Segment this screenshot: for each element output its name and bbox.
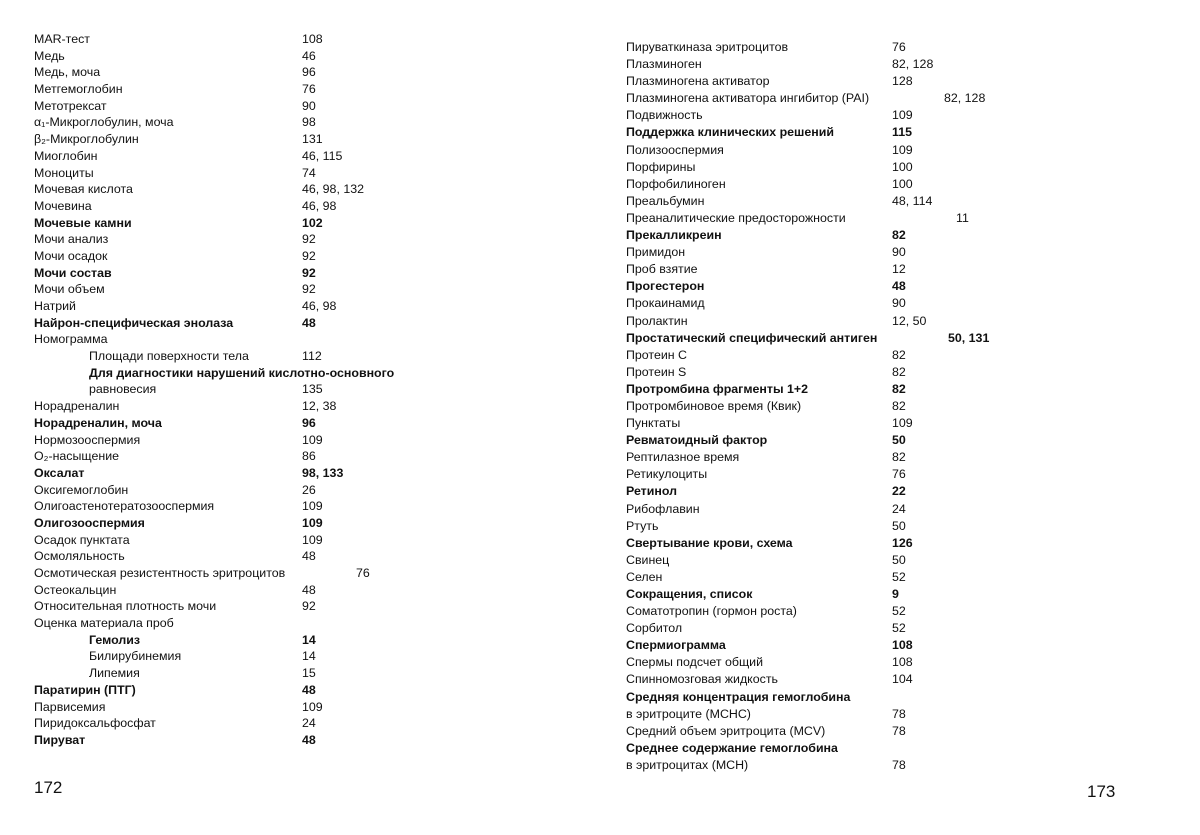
- index-entry: [34, 715, 594, 732]
- index-entry: [34, 281, 594, 298]
- index-term: Остеокальцин: [34, 582, 117, 597]
- index-pages: 11: [956, 210, 969, 225]
- index-pages: 82, 128: [892, 57, 934, 72]
- index-term: Билирубинемия: [89, 649, 182, 664]
- index-entry: [626, 330, 1186, 347]
- index-pages: 102: [302, 215, 323, 230]
- index-pages: 82: [892, 398, 906, 413]
- index-term: Норадреналин, моча: [34, 415, 162, 430]
- index-term: Относительная плотность мочи: [34, 599, 217, 614]
- index-pages: 46: [302, 48, 316, 63]
- index-pages: 90: [892, 245, 906, 260]
- page-number-left: 172: [34, 778, 63, 797]
- index-entry: [34, 248, 594, 265]
- index-term: Оксалат: [34, 465, 85, 480]
- index-term: Плазминоген: [626, 57, 702, 72]
- index-subentry: [34, 348, 594, 365]
- index-entry: [34, 48, 594, 65]
- index-pages: 92: [302, 248, 316, 263]
- index-term: Свертывание крови, схема: [626, 535, 793, 550]
- index-pages: 15: [302, 666, 316, 681]
- index-entry: [626, 757, 1186, 774]
- index-pages: 96: [302, 415, 316, 430]
- index-term: Преальбумин: [626, 193, 705, 208]
- index-entry: [34, 448, 594, 465]
- index-entry: [626, 637, 1186, 654]
- index-term: Спермиограмма: [626, 638, 726, 653]
- index-pages: 50: [892, 552, 906, 567]
- index-entry: [34, 398, 594, 415]
- index-entry: [626, 398, 1186, 415]
- index-entry: [34, 114, 594, 131]
- index-pages: 50, 131: [948, 330, 990, 345]
- index-pages: 12, 38: [302, 399, 337, 414]
- index-term: Мочи состав: [34, 265, 112, 280]
- index-entry: [626, 552, 1186, 569]
- index-term: Мочевые камни: [34, 215, 132, 230]
- index-entry: [34, 582, 594, 599]
- index-term: Прокаинамид: [626, 296, 705, 311]
- index-pages: 98, 133: [302, 465, 344, 480]
- index-pages: 100: [892, 159, 913, 174]
- index-entry: [34, 215, 594, 232]
- index-entry: [626, 535, 1186, 552]
- index-term: Пролактин: [626, 313, 688, 328]
- index-entry: [34, 615, 594, 632]
- index-pages: 48: [302, 732, 316, 747]
- index-entry: [626, 176, 1186, 193]
- index-pages: 92: [302, 282, 316, 297]
- index-pages: 50: [892, 518, 906, 533]
- index-term: α₁-Микроглобулин, моча: [34, 115, 174, 130]
- index-entry: [34, 298, 594, 315]
- index-entry: [626, 689, 1186, 706]
- index-pages: 52: [892, 569, 906, 584]
- index-pages: 78: [892, 706, 906, 721]
- index-term: Олигозооспермия: [34, 515, 145, 530]
- index-pages: 135: [302, 382, 323, 397]
- index-pages: 126: [892, 535, 913, 550]
- index-entry: [626, 159, 1186, 176]
- index-term: Миоглобин: [34, 148, 98, 163]
- index-term: Осмоляльность: [34, 549, 125, 564]
- index-pages: 9: [892, 587, 899, 601]
- index-term: Примидон: [626, 245, 686, 260]
- index-entry: [34, 565, 594, 582]
- index-term: Сокращения, список: [626, 587, 753, 601]
- index-pages: 52: [892, 604, 906, 619]
- index-entry: [626, 483, 1186, 500]
- index-entry: [626, 313, 1186, 330]
- index-entry: [34, 515, 594, 532]
- index-pages: 76: [356, 566, 370, 580]
- index-pages: 128: [892, 74, 913, 89]
- index-pages: 90: [892, 296, 906, 311]
- index-term: Сорбитол: [626, 621, 683, 636]
- index-pages: 48: [302, 682, 316, 697]
- index-pages: 109: [892, 416, 913, 431]
- index-term: Порфобилиноген: [626, 176, 726, 191]
- index-term: в эритроцитах (MCH): [626, 757, 749, 772]
- index-entry: [626, 73, 1186, 90]
- index-term: Метгемоглобин: [34, 82, 123, 97]
- index-term: Порфирины: [626, 159, 696, 174]
- index-pages: 78: [892, 723, 906, 738]
- index-pages: 48: [302, 549, 316, 564]
- index-entry: [34, 148, 594, 165]
- index-term: Липемия: [89, 666, 140, 681]
- index-entry: [626, 56, 1186, 73]
- index-pages: 92: [302, 265, 316, 280]
- index-pages: 108: [892, 638, 913, 653]
- index-term: Плазминогена активатора ингибитор (PAI): [626, 91, 870, 106]
- index-term: Медь, моча: [34, 65, 101, 80]
- index-term: Подвижность: [626, 108, 703, 123]
- index-entry: [626, 227, 1186, 244]
- index-term: Осадок пунктата: [34, 532, 130, 547]
- index-entry: [626, 586, 1186, 603]
- index-term: Оксигемоглобин: [34, 482, 129, 497]
- index-entry: [34, 31, 594, 48]
- index-entry: [626, 501, 1186, 518]
- index-term: Поддержка клинических решений: [626, 125, 834, 140]
- index-pages: 50: [892, 433, 906, 448]
- index-entry: [626, 723, 1186, 740]
- index-entry: [626, 706, 1186, 723]
- index-pages: 12: [892, 262, 906, 277]
- index-pages: 90: [302, 98, 316, 113]
- index-term: Ретинол: [626, 484, 677, 499]
- index-term: равновесия: [89, 382, 157, 397]
- index-entry: [626, 654, 1186, 671]
- index-term: Номограмма: [34, 332, 108, 347]
- index-entry: [626, 449, 1186, 466]
- index-pages: 108: [892, 655, 913, 670]
- index-term: Соматотропин (гормон роста): [626, 604, 797, 619]
- index-pages: 104: [892, 672, 913, 687]
- index-term: Средний объем эритроцита (MCV): [626, 723, 826, 738]
- index-entry: [626, 671, 1186, 688]
- index-term: Плазминогена активатор: [626, 74, 770, 89]
- index-term: Парвисемия: [34, 699, 106, 714]
- index-entry: [626, 518, 1186, 535]
- index-pages: 48, 114: [892, 193, 933, 208]
- index-term: Медь: [34, 48, 65, 63]
- index-entry: [34, 315, 594, 332]
- index-pages: 12, 50: [892, 313, 927, 328]
- index-term: Мочи объем: [34, 282, 105, 297]
- index-term: в эритроците (MCHC): [626, 706, 751, 721]
- page-number-right: 173: [1087, 782, 1116, 801]
- index-term: β₂-Микроглобулин: [34, 132, 139, 147]
- index-entry: [34, 432, 594, 449]
- index-entry: [626, 90, 1186, 107]
- index-entry: [34, 732, 594, 749]
- index-entry: [626, 620, 1186, 637]
- index-term: Гемолиз: [89, 632, 141, 647]
- index-entry: [626, 347, 1186, 364]
- index-entry: [34, 98, 594, 115]
- index-term: Олигоастенотератозооспермия: [34, 499, 215, 514]
- index-term: Натрий: [34, 299, 76, 313]
- index-entry: [626, 740, 1186, 757]
- index-pages: 92: [302, 599, 316, 614]
- index-pages: 14: [302, 632, 316, 647]
- index-pages: 92: [302, 232, 316, 247]
- index-pages: 52: [892, 621, 906, 636]
- index-term: Осмотическая резистентность эритроцитов: [34, 566, 286, 580]
- index-pages: 14: [302, 649, 316, 664]
- index-entry: [34, 81, 594, 98]
- index-term: Норадреналин: [34, 399, 120, 414]
- index-pages: 115: [892, 125, 912, 140]
- left-index-page: [34, 31, 594, 749]
- index-pages: 46, 98: [302, 299, 337, 313]
- index-term: Протромбиновое время (Квик): [626, 398, 802, 413]
- index-entry: [34, 331, 594, 348]
- index-term: Ревматоидный фактор: [626, 433, 768, 448]
- index-term: Рибофлавин: [626, 501, 700, 516]
- index-pages: 109: [302, 515, 323, 530]
- index-pages: 26: [302, 482, 316, 497]
- index-term: Свинец: [626, 552, 670, 567]
- index-entry: [626, 210, 1186, 227]
- index-pages: 82: [892, 228, 906, 243]
- index-pages: 108: [302, 32, 323, 46]
- index-term: Мочи осадок: [34, 248, 108, 263]
- index-entry: [34, 532, 594, 549]
- index-entry: [626, 415, 1186, 432]
- index-entry: [34, 64, 594, 81]
- index-entry: [34, 682, 594, 699]
- index-pages: 82: [892, 347, 906, 362]
- index-entry: [34, 181, 594, 198]
- index-term: MAR-тест: [34, 32, 90, 46]
- index-pages: 24: [302, 716, 316, 731]
- index-pages: 98: [302, 115, 316, 130]
- index-subentry: [34, 665, 594, 682]
- index-pages: 82, 128: [944, 91, 986, 106]
- index-entry: [626, 39, 1186, 56]
- index-entry: [626, 364, 1186, 381]
- index-entry: [34, 131, 594, 148]
- index-term: Среднее содержание гемоглобина: [626, 740, 838, 755]
- index-term: Прогестерон: [626, 279, 705, 294]
- index-term: Средняя концентрация гемоглобина: [626, 689, 851, 704]
- index-term: Преаналитические предосторожности: [626, 210, 846, 225]
- index-term: Пиридоксальфосфат: [34, 716, 156, 731]
- index-term: Пируваткиназа эритроцитов: [626, 40, 789, 54]
- index-term: Рептилазное время: [626, 450, 740, 465]
- index-pages: 76: [302, 82, 316, 97]
- index-term: Пируват: [34, 732, 86, 747]
- index-entry: [626, 381, 1186, 398]
- index-pages: 86: [302, 449, 316, 464]
- index-pages: 76: [892, 467, 906, 482]
- index-entry: [34, 231, 594, 248]
- index-entry: [34, 699, 594, 716]
- index-pages: 78: [892, 757, 906, 772]
- index-subentry: [34, 381, 594, 398]
- index-entry: [626, 261, 1186, 278]
- index-term: Ртуть: [626, 518, 659, 533]
- index-entry: [626, 603, 1186, 620]
- index-term: Метотрексат: [34, 98, 107, 113]
- index-pages: 76: [892, 40, 906, 54]
- index-entry: [34, 415, 594, 432]
- index-pages: 96: [302, 65, 316, 80]
- index-term: Мочевая кислота: [34, 182, 133, 197]
- index-entry: [626, 569, 1186, 586]
- index-pages: 46, 115: [302, 148, 343, 163]
- index-subentry: [34, 648, 594, 665]
- index-term: Площади поверхности тела: [89, 349, 249, 364]
- index-pages: 46, 98: [302, 198, 337, 213]
- index-term: Мочевина: [34, 198, 92, 213]
- index-pages: 82: [892, 450, 906, 465]
- index-pages: 82: [892, 381, 906, 396]
- index-term: Селен: [626, 569, 663, 584]
- index-pages: 112: [302, 349, 322, 364]
- index-pages: 48: [302, 582, 316, 597]
- index-term: Спинномозговая жидкость: [626, 672, 778, 687]
- index-entry: [34, 465, 594, 482]
- index-entry: [34, 265, 594, 282]
- index-entry: [34, 598, 594, 615]
- index-pages: 109: [302, 699, 323, 714]
- index-term: Ретикулоциты: [626, 467, 708, 482]
- index-pages: 82: [892, 364, 906, 379]
- index-pages: 109: [302, 532, 323, 547]
- index-pages: 109: [302, 432, 323, 447]
- index-pages: 109: [892, 108, 913, 123]
- index-entry: [626, 142, 1186, 159]
- index-term: Полизооспермия: [626, 142, 724, 157]
- index-term: Найрон-специфическая энолаза: [34, 315, 234, 330]
- index-entry: [626, 295, 1186, 312]
- index-pages: 74: [302, 165, 316, 180]
- index-term: Проб взятие: [626, 262, 698, 277]
- index-term: Оценка материала проб: [34, 616, 174, 631]
- right-index-page: [626, 39, 1186, 774]
- index-entry: [626, 278, 1186, 295]
- index-term: Протеин C: [626, 347, 687, 362]
- index-entry: [626, 193, 1186, 210]
- index-subentry: [34, 632, 594, 649]
- index-entry: [626, 244, 1186, 261]
- index-pages: 48: [892, 279, 906, 294]
- index-term: Мочи анализ: [34, 232, 109, 247]
- index-term: Протромбина фрагменты 1+2: [626, 381, 808, 396]
- index-pages: 46, 98, 132: [302, 182, 365, 197]
- index-term: Нормозооспермия: [34, 432, 141, 447]
- index-term: Моноциты: [34, 165, 94, 180]
- index-pages: 131: [302, 132, 323, 147]
- index-entry: [626, 124, 1186, 141]
- index-pages: 48: [302, 315, 316, 330]
- index-pages: 24: [892, 501, 906, 516]
- index-pages: 100: [892, 176, 913, 191]
- index-term: Пунктаты: [626, 416, 681, 431]
- index-entry: [34, 198, 594, 215]
- index-entry: [626, 432, 1186, 449]
- index-term: Паратирин (ПТГ): [34, 682, 136, 697]
- index-entry: [34, 498, 594, 515]
- index-term: O₂-насыщение: [34, 449, 120, 464]
- index-pages: 22: [892, 484, 906, 499]
- index-pages: 109: [892, 142, 913, 157]
- index-term: Спермы подсчет общий: [626, 655, 763, 670]
- index-term: Прекалликреин: [626, 228, 722, 243]
- index-subentry: [34, 365, 594, 382]
- index-term: Простатический специфический антиген: [626, 330, 878, 345]
- index-entry: [34, 482, 594, 499]
- index-entry: [626, 466, 1186, 483]
- index-term: Для диагностики нарушений кислотно-основного: [89, 365, 395, 380]
- index-entry: [626, 107, 1186, 124]
- index-entry: [34, 165, 594, 182]
- index-pages: 109: [302, 499, 323, 514]
- index-entry: [34, 548, 594, 565]
- index-term: Протеин S: [626, 364, 687, 379]
